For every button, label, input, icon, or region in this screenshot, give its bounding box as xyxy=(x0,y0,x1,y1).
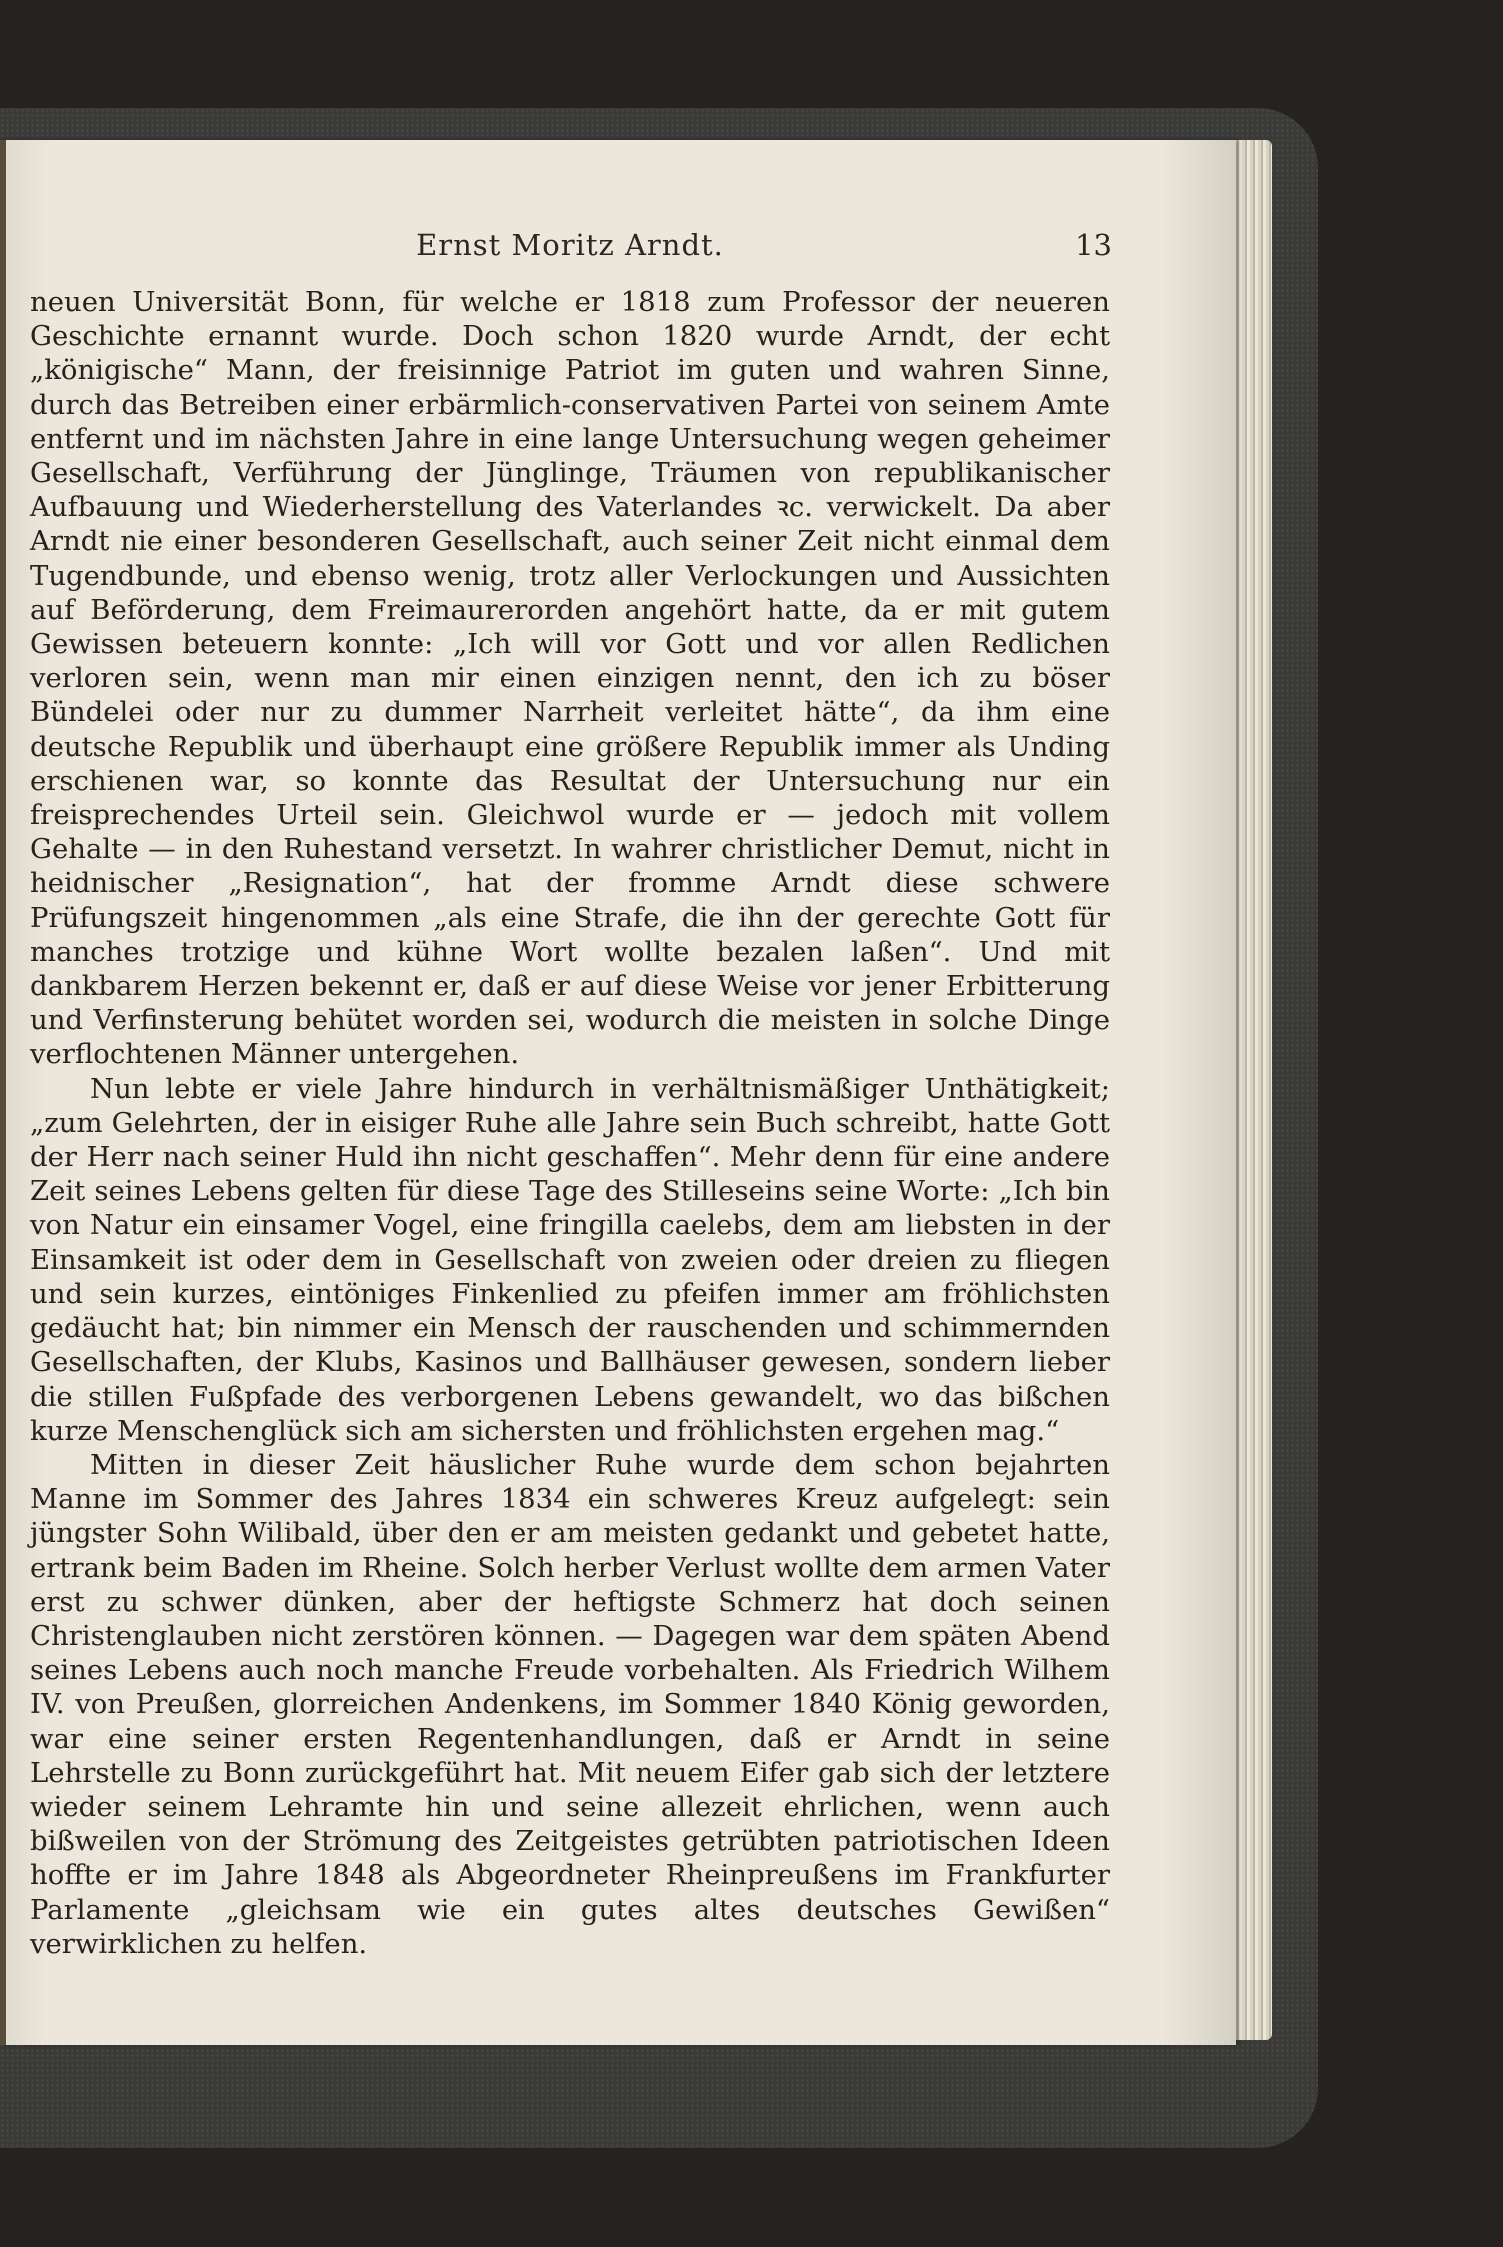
body-text xyxy=(30,285,1110,1961)
page-left-edge xyxy=(0,140,6,2045)
paragraph-1: neuen Universität Bonn, für welche er 1818 zum Professor der neueren Geschichte ernannt wurde. Doch schon 1820 wurde Arndt, der echt „königische“ Mann, der freisinnige Patriot im guten und wahren Sinne, durch das Betreiben einer erbärmlich-conservativen Partei von seinem Amte entfernt und im nächsten Jahre in eine lange Untersuchung wegen geheimer Gesellschaft, Verführung der Jünglinge, Träumen von republikanischer Aufbauung und Wiederherstellung des Vaterlandes ꝛc. verwickelt. Da aber Arndt nie einer besonderen Gesellschaft, auch seiner Zeit nicht einmal dem Tugendbunde, und ebenso wenig, trotz aller Verlockungen und Aussichten auf Beförderung, dem Freimaurerorden angehört hatte, da er mit gutem Gewissen beteuern konnte: „Ich will vor Gott und vor allen Redlichen verloren sein, wenn man mir einen einzigen nennt, den ich zu böser Bündelei oder nur zu dummer Narrheit verleitet hätte“, da ihm eine deutsche Republik und überhaupt eine größere Republik immer als Unding erschienen war, so konnte das Resultat der Untersuchung nur ein freisprechendes Urteil sein. Gleichwol wurde er — jedoch mit vollem Gehalte — in den Ruhestand versetzt. In wahrer christlicher Demut, nicht in heidnischer „Resignation“, hat der fromme Arndt diese schwere Prüfungszeit hingenommen „als eine Strafe, die ihn der gerechte Gott für manches trotzige und kühne Wort wollte bezalen laßen“. Und mit dankbarem Herzen bekennt er, daß er auf diese Weise vor jener Erbitterung und Verfinsterung behütet worden sei, wodurch die meisten in solche Dinge verflochtenen Männer untergehen. xyxy=(30,286,1110,1071)
running-title: Ernst Moritz Arndt. xyxy=(416,228,724,262)
paragraph-2: Nun lebte er viele Jahre hindurch in verhältnismäßiger Unthätigkeit; „zum Gelehrten, der in eisiger Ruhe alle Jahre sein Buch schreibt, hatte Gott der Herr nach seiner Huld ihn nicht geschaffen“. Mehr denn für eine andere Zeit seines Lebens gelten für diese Tage des Stilleseins seine Worte: „Ich bin von Natur ein einsamer Vogel, eine fringilla caelebs, dem am liebsten in der Einsamkeit ist oder dem in Gesellschaft von zweien oder dreien zu fliegen und sein kurzes, eintöniges Finkenlied zu pfeifen immer am fröhlichsten gedäucht hat; bin nimmer ein Mensch der rauschenden und schimmernden Gesellschaften, der Klubs, Kasinos und Ballhäuser gewesen, sondern lieber die stillen Fußpfade des verborgenen Lebens gewandelt, wo das bißchen kurze Menschenglück sich am sichersten und fröhlichsten ergehen mag.“ xyxy=(30,1072,1110,1447)
paragraph-3: Mitten in dieser Zeit häuslicher Ruhe wurde dem schon bejahrten Manne im Sommer des Jahres 1834 ein schweres Kreuz aufgelegt: sein jüngster Sohn Wilibald, über den er am meisten gedankt und gebetet hatte, ertrank beim Baden im Rheine. Solch herber Verlust wollte dem armen Vater erst zu schwer dünken, aber der heftigste Schmerz hat doch seinen Christenglauben nicht zerstören können. — Dagegen war dem späten Abend seines Lebens auch noch manche Freude vorbehalten. Als Friedrich Wilhem IV. von Preußen, glorreichen Andenkens, im Sommer 1840 König geworden, war eine seiner ersten Regentenhandlungen, daß er Arndt in seine Lehrstelle zu Bonn zurückgeführt hat. Mit neuem Eifer gab sich der letztere wieder seinem Lehramte hin und seine allezeit ehrlichen, wenn auch bißweilen von der Strömung des Zeitgeistes getrübten patriotischen Ideen hoffte er im Jahre 1848 als Abgeordneter Rheinpreußens im Frankfurter Parlamente „gleichsam wie ein gutes altes deutsches Gewißen“ verwirklichen zu helfen. xyxy=(30,1448,1110,1960)
page-header xyxy=(30,228,1110,268)
page-number: 13 xyxy=(1075,228,1112,262)
